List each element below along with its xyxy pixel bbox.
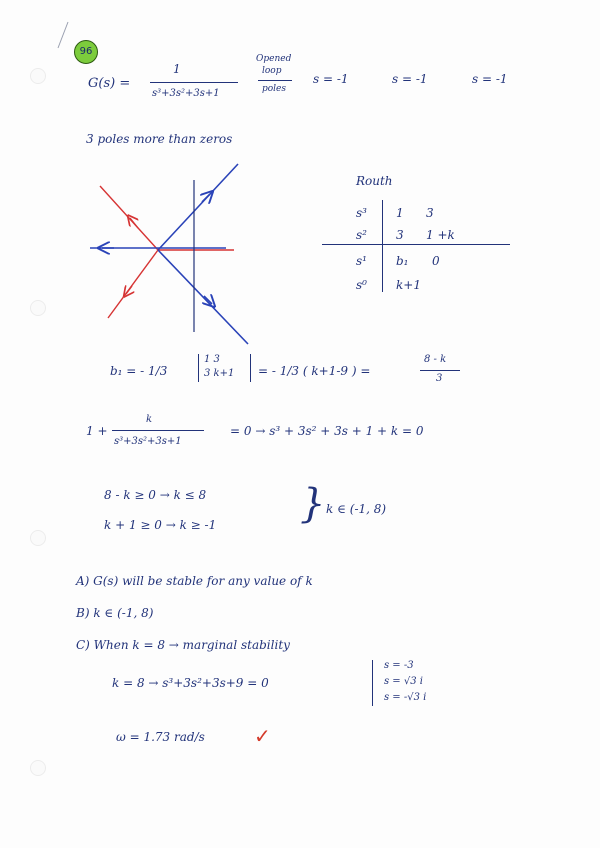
routh-cell: 3 [426,206,434,220]
root-2: s = √3 i [384,676,423,687]
grade-badge [74,40,98,64]
root-locus-sketch [86,150,256,350]
condition-line-2: k + 1 ≥ 0 → k ≥ -1 [104,518,217,532]
routh-power: s³ [356,206,367,220]
open-loop-label-1: Opened [256,54,292,64]
routh-horizontal-line [322,244,510,245]
tf-denominator: s³+3s²+3s+1 [152,88,220,99]
poles-note: 3 poles more than zeros [86,132,233,146]
pen-mark [54,20,72,50]
tf-fraction-bar [150,82,238,83]
tf-lhs: G(s) = [88,76,131,91]
locus-blue-down [158,250,248,344]
routh-cell: 3 [396,228,404,242]
locus-red-up-left [100,186,158,250]
binder-hole-2 [30,300,46,316]
pole-1: s = -1 [313,72,349,86]
routh-power: s² [356,228,367,242]
open-loop-bar [258,80,292,81]
b1-matrix-row: 3 k+1 [204,368,235,379]
omega-answer: ω = 1.73 rad/s [116,730,205,744]
binder-hole-1 [30,68,46,84]
char-rhs: = 0 → s³ + 3s² + 3s + 1 + k = 0 [230,424,424,438]
binder-hole-4 [30,760,46,776]
b1-result-bar [420,370,460,371]
b1-lhs: b₁ = - 1/3 [110,364,168,378]
b1-result-num: 8 - k [424,354,447,365]
root-1: s = -3 [384,660,414,671]
routh-cell: k+1 [396,278,421,292]
locus-blue-up [158,164,238,250]
matrix-right-bar [250,354,251,382]
char-den: s³+3s²+3s+1 [114,436,182,447]
root-3: s = -√3 i [384,692,427,703]
char-lhs: 1 + [86,424,108,438]
condition-brace: } [300,481,326,527]
routh-power: s⁰ [356,278,367,292]
pole-2: s = -1 [392,72,428,86]
matrix-left-bar [198,354,199,382]
b1-result-den: 3 [436,373,443,384]
answer-a: A) G(s) will be stable for any value of k [76,574,313,588]
roots-bar [372,660,373,706]
grade-badge-text: 96 [79,46,93,57]
check-mark: ✓ [254,724,271,748]
routh-cell: 1 +k [426,228,455,242]
routh-cell: b₁ [396,254,409,268]
routh-vertical-line [382,200,383,292]
routh-cell: 1 [396,206,404,220]
pole-3: s = -1 [472,72,508,86]
condition-line-1: 8 - k ≥ 0 → k ≤ 8 [104,488,207,502]
answer-b: B) k ∈ (-1, 8) [76,606,154,620]
tf-numerator: 1 [173,62,181,76]
open-loop-label-2: loop [262,66,282,76]
routh-cell: 0 [432,254,440,268]
routh-title: Routh [356,174,393,188]
answer-c-equation: k = 8 → s³+3s²+3s+9 = 0 [112,676,269,690]
binder-hole-3 [30,530,46,546]
b1-matrix-row: 1 3 [204,354,220,365]
answer-c: C) When k = 8 → marginal stability [76,638,290,652]
b1-rhs: = - 1/3 ( k+1-9 ) = [258,364,371,378]
char-fraction-bar [112,430,204,431]
locus-red-down-left [108,250,158,318]
char-num: k [146,414,153,425]
condition-result: k ∈ (-1, 8) [326,502,387,516]
open-loop-label-3: poles [262,84,287,94]
routh-power: s¹ [356,254,367,268]
